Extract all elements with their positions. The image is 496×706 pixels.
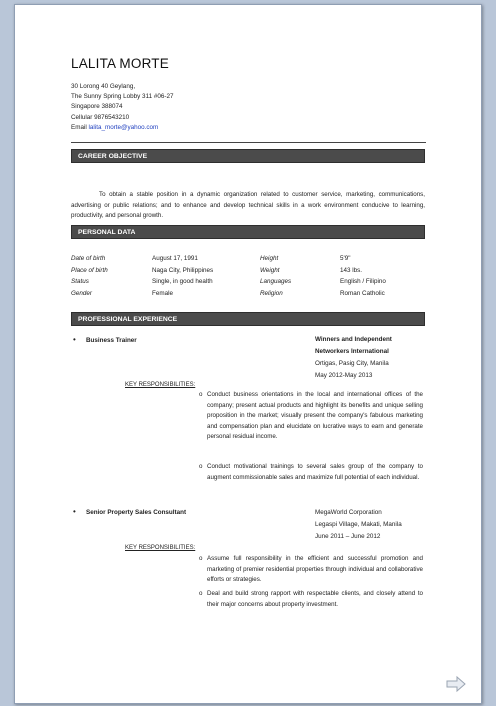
personal-data-heading: PERSONAL DATA: [71, 225, 425, 239]
pd-value: English / Filipino: [340, 278, 386, 285]
responsibility-item: [199, 390, 423, 443]
pd-value: August 17, 1991: [152, 255, 198, 262]
pd-value: Roman Catholic: [340, 290, 385, 297]
personal-data-row: [71, 267, 425, 277]
employment-dates: May 2012-May 2013: [315, 372, 373, 379]
address-line: Singapore 388074: [71, 103, 123, 111]
address-line: 30 Lorong 40 Geylang,: [71, 83, 136, 90]
responsibility-item: [199, 554, 423, 586]
sub-bullet-icon: o: [199, 463, 203, 470]
personal-data-row: [71, 290, 425, 300]
employer-location: Legaspi Village, Makati, Manila: [315, 521, 402, 528]
responsibility-text: Deal and build strong rapport with respectable clients, and closely attend to their major concerns about property investment.: [207, 590, 423, 608]
personal-data-row: [71, 255, 425, 265]
employer-block: [315, 507, 430, 543]
employer-name: Winners and Independent: [315, 336, 392, 343]
key-responsibilities-label: KEY RESPONSIBILITIES:: [125, 545, 196, 551]
bullet-icon: •: [73, 335, 76, 344]
email-line: [71, 123, 173, 133]
pd-label: Status: [71, 278, 89, 285]
pd-value: 143 lbs.: [340, 267, 363, 274]
sub-bullet-icon: o: [199, 391, 203, 398]
employer-location: Ortigas, Pasig City, Manila: [315, 360, 389, 367]
resume-page: [14, 4, 482, 704]
contact-block: [71, 82, 173, 133]
next-page-arrow-icon[interactable]: [445, 675, 467, 693]
employer-block: [315, 334, 430, 382]
address-line: The Sunny Spring Lobby 311 #06-27: [71, 93, 174, 101]
employer-name: MegaWorld Corporation: [315, 509, 382, 516]
career-objective-heading: CAREER OBJECTIVE: [71, 149, 425, 163]
key-responsibilities-label: KEY RESPONSIBILITIES:: [125, 382, 196, 388]
pd-label: Date of birth: [71, 255, 106, 262]
employment-dates: June 2011 – June 2012: [315, 533, 381, 540]
job-title: Business Trainer: [86, 337, 137, 344]
email-label: Email: [71, 123, 89, 131]
pd-value: Naga City, Philippines: [152, 267, 214, 274]
resume-name: LALITA MORTE: [71, 56, 169, 71]
sub-bullet-icon: o: [199, 590, 203, 597]
pd-label: Height: [260, 255, 279, 262]
pd-label: Languages: [260, 278, 292, 285]
personal-data-row: [71, 278, 425, 288]
header-divider: [71, 142, 426, 143]
pd-value: 5'9": [340, 255, 351, 262]
pd-label: Place of birth: [71, 267, 108, 274]
sub-bullet-icon: o: [199, 555, 203, 562]
bullet-icon: •: [73, 507, 76, 516]
pd-label: Weight: [260, 267, 280, 274]
pd-label: Religion: [260, 290, 283, 297]
professional-experience-heading: PROFESSIONAL EXPERIENCE: [71, 312, 425, 326]
pd-label: Gender: [71, 290, 93, 297]
career-objective-text: To obtain a stable position in a dynamic organization related to customer service, marketing, communications, advertising or public relations; and to enhance and develop technical skills in a work environment conducive to learning, productivity, and personal growth.: [71, 191, 425, 220]
email-link[interactable]: lalita_morte@yahoo.com: [88, 123, 159, 131]
pd-value: Female: [152, 290, 173, 297]
pd-value: Single, in good health: [152, 278, 213, 285]
job-title: Senior Property Sales Consultant: [86, 509, 187, 516]
responsibility-text: Conduct business orientations in the local and international offices of the company; present actual products and highlight its benefits and unique selling proposition in the market; visually present the company's fabulous marketing and compensation plan and elucidate on lucrative ways to earn and generate personal residual income.: [207, 391, 423, 441]
responsibility-item: [199, 589, 423, 610]
cellular-line: Cellular 9876543210: [71, 113, 130, 121]
responsibility-item: [199, 462, 423, 483]
responsibility-text: Conduct motivational trainings to several sales group of the company to augment commissionable sales and maximize full potential of each individual.: [207, 463, 423, 481]
employer-name: Networkers International: [315, 348, 389, 355]
responsibility-text: Assume full responsibility in the efficient and successful promotion and marketing of premier residential properties through individual and collaborative efforts or strategies.: [207, 555, 423, 584]
